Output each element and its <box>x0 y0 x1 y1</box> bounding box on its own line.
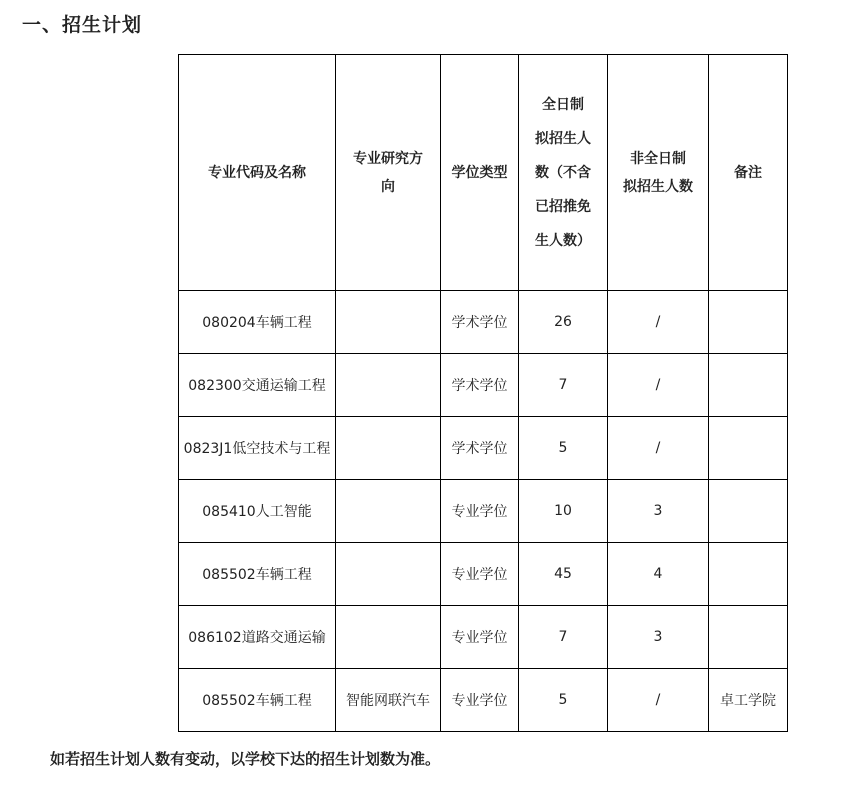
cell-direction <box>336 543 441 606</box>
cell-note: 卓工学院 <box>709 669 788 732</box>
table-row <box>179 354 788 417</box>
cell-fulltime: 5 <box>519 669 608 732</box>
cell-parttime: / <box>608 417 709 480</box>
cell-degree: 学术学位 <box>441 291 519 354</box>
cell-degree: 专业学位 <box>441 606 519 669</box>
cell-note <box>709 291 788 354</box>
cell-direction <box>336 417 441 480</box>
table-row <box>179 291 788 354</box>
cell-degree: 专业学位 <box>441 480 519 543</box>
section-title: 一、招生计划 <box>22 14 143 36</box>
cell-degree: 专业学位 <box>441 543 519 606</box>
cell-fulltime: 5 <box>519 417 608 480</box>
cell-parttime: / <box>608 669 709 732</box>
cell-fulltime: 7 <box>519 354 608 417</box>
table-row <box>179 480 788 543</box>
cell-major: 086102道路交通运输 <box>179 606 336 669</box>
table-header-row <box>179 55 788 291</box>
cell-note <box>709 606 788 669</box>
cell-direction <box>336 480 441 543</box>
header-degree-type: 学位类型 <box>441 55 519 291</box>
cell-major: 082300交通运输工程 <box>179 354 336 417</box>
cell-fulltime: 10 <box>519 480 608 543</box>
cell-major: 085502车辆工程 <box>179 543 336 606</box>
footnote: 如若招生计划人数有变动，以学校下达的招生计划数为准。 <box>50 750 441 768</box>
table-row <box>179 669 788 732</box>
header-research-direction: 专业研究方 向 <box>336 55 441 291</box>
cell-parttime: 3 <box>608 606 709 669</box>
header-fulltime-quota: 全日制 拟招生人 数（不含 已招推免 生人数） <box>519 55 608 291</box>
cell-direction <box>336 354 441 417</box>
header-major-code-name: 专业代码及名称 <box>179 55 336 291</box>
header-parttime-quota: 非全日制 拟招生人数 <box>608 55 709 291</box>
cell-fulltime: 7 <box>519 606 608 669</box>
cell-major: 080204车辆工程 <box>179 291 336 354</box>
cell-degree: 学术学位 <box>441 417 519 480</box>
cell-note <box>709 417 788 480</box>
cell-note <box>709 354 788 417</box>
table-row <box>179 606 788 669</box>
cell-fulltime: 45 <box>519 543 608 606</box>
table-row <box>179 417 788 480</box>
cell-direction <box>336 291 441 354</box>
cell-note <box>709 543 788 606</box>
cell-note <box>709 480 788 543</box>
cell-fulltime: 26 <box>519 291 608 354</box>
cell-direction: 智能网联汽车 <box>336 669 441 732</box>
cell-major: 085410人工智能 <box>179 480 336 543</box>
cell-degree: 学术学位 <box>441 354 519 417</box>
cell-parttime: 4 <box>608 543 709 606</box>
cell-parttime: / <box>608 354 709 417</box>
cell-degree: 专业学位 <box>441 669 519 732</box>
enrollment-plan-table <box>178 54 788 732</box>
cell-direction <box>336 606 441 669</box>
cell-major: 085502车辆工程 <box>179 669 336 732</box>
cell-major: 0823J1低空技术与工程 <box>179 417 336 480</box>
table-row <box>179 543 788 606</box>
header-remarks: 备注 <box>709 55 788 291</box>
cell-parttime: 3 <box>608 480 709 543</box>
cell-parttime: / <box>608 291 709 354</box>
